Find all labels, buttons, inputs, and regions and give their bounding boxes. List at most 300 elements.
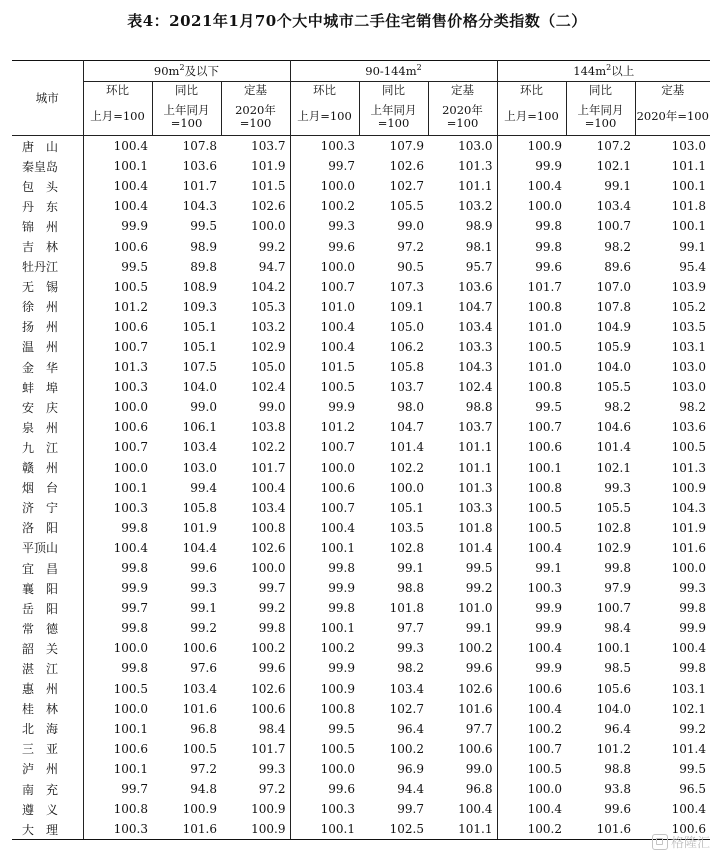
index-value: 99.3 [679, 581, 706, 596]
index-value: 99.5 [428, 558, 497, 578]
index-value: 98.8 [604, 761, 631, 776]
index-value: 96.9 [397, 761, 424, 776]
index-value: 99.9 [679, 621, 706, 636]
index-value: 100.8 [527, 380, 562, 395]
index-value: 104.6 [596, 420, 631, 435]
index-value: 101.9 [221, 156, 290, 176]
index-value: 100.6 [527, 681, 562, 696]
index-value: 94.7 [221, 257, 290, 277]
index-value: 94.8 [190, 782, 217, 797]
table-row [12, 397, 710, 417]
index-value: 100.4 [320, 319, 355, 334]
index-value: 100.0 [320, 179, 355, 194]
index-value: 100.4 [428, 799, 497, 819]
index-value: 99.9 [535, 159, 562, 174]
city-name: 锦 州 [12, 216, 83, 236]
index-value: 100.7 [527, 741, 562, 756]
index-value: 101.6 [182, 701, 217, 716]
index-value: 101.3 [113, 360, 148, 375]
index-value: 96.4 [604, 721, 631, 736]
index-value: 103.4 [182, 681, 217, 696]
index-value: 99.5 [679, 761, 706, 776]
table-row [12, 799, 710, 819]
index-value: 100.4 [527, 540, 562, 555]
index-value: 103.5 [389, 520, 424, 535]
index-value: 103.7 [221, 136, 290, 157]
index-value: 100.1 [671, 219, 706, 234]
index-value: 98.2 [397, 661, 424, 676]
index-value: 101.4 [428, 538, 497, 558]
index-value: 97.7 [397, 621, 424, 636]
index-value: 100.6 [113, 239, 148, 254]
watermark: 格隆汇 [652, 832, 710, 851]
index-value: 103.0 [671, 360, 706, 375]
index-value: 100.2 [221, 638, 290, 658]
group-header-large: $144m^2$以上 [497, 61, 710, 82]
index-value: 99.1 [679, 239, 706, 254]
base-label: 2020年=100 [428, 98, 497, 136]
index-value: 103.0 [671, 139, 706, 154]
subheader-yoy: 同比 [359, 82, 428, 99]
index-value: 99.8 [535, 239, 562, 254]
index-value: 102.4 [221, 377, 290, 397]
index-value: 99.9 [535, 601, 562, 616]
index-value: 103.3 [428, 337, 497, 357]
index-value: 101.8 [428, 518, 497, 538]
index-value: 102.1 [596, 159, 631, 174]
subheader-row [12, 82, 710, 99]
table-row [12, 257, 710, 277]
index-value: 105.2 [671, 299, 706, 314]
base-label: 2020年=100 [635, 98, 710, 136]
index-value: 100.3 [320, 802, 355, 817]
index-value: 99.5 [535, 400, 562, 415]
table-row [12, 638, 710, 658]
index-value: 100.4 [320, 339, 355, 354]
index-value: 99.0 [428, 759, 497, 779]
index-value: 98.0 [397, 400, 424, 415]
index-value: 102.4 [428, 377, 497, 397]
index-value: 100.6 [527, 440, 562, 455]
index-value: 97.2 [221, 779, 290, 799]
index-value: 107.0 [596, 279, 631, 294]
index-value: 100.5 [527, 761, 562, 776]
index-value: 99.2 [428, 578, 497, 598]
group-header-small: $90m^2$及以下 [83, 61, 290, 82]
table-body [12, 136, 710, 840]
index-value: 99.7 [221, 578, 290, 598]
index-value: 104.3 [671, 500, 706, 515]
index-value: 102.8 [389, 540, 424, 555]
index-value: 107.9 [389, 139, 424, 154]
index-value: 105.9 [596, 339, 631, 354]
city-name: 南 充 [12, 779, 83, 799]
index-value: 101.9 [182, 520, 217, 535]
index-value: 99.7 [121, 782, 148, 797]
index-value: 99.2 [679, 721, 706, 736]
index-value: 101.7 [221, 739, 290, 759]
subheader-base: 定基 [661, 82, 685, 97]
index-value: 103.9 [671, 279, 706, 294]
index-value: 101.0 [527, 360, 562, 375]
city-name: 岳 阳 [12, 598, 83, 618]
index-value: 99.9 [328, 400, 355, 415]
index-value: 105.3 [221, 297, 290, 317]
index-value: 99.9 [121, 581, 148, 596]
index-value: 98.9 [428, 216, 497, 236]
city-name: 宜 昌 [12, 558, 83, 578]
index-value: 103.0 [671, 380, 706, 395]
index-value: 100.1 [113, 721, 148, 736]
index-value: 100.0 [527, 782, 562, 797]
index-value: 100.1 [320, 621, 355, 636]
table-row [12, 236, 710, 256]
index-value: 99.8 [221, 618, 290, 638]
index-value: 100.9 [221, 819, 290, 840]
table-row [12, 478, 710, 498]
city-name: 无 锡 [12, 277, 83, 297]
index-value: 100.8 [527, 480, 562, 495]
index-value: 94.4 [397, 782, 424, 797]
index-value: 104.3 [182, 199, 217, 214]
index-value: 101.3 [428, 156, 497, 176]
index-value: 89.6 [604, 259, 631, 274]
index-value: 100.4 [113, 179, 148, 194]
index-value: 97.2 [190, 761, 217, 776]
index-value: 105.6 [596, 681, 631, 696]
index-value: 99.0 [397, 219, 424, 234]
index-value: 103.6 [428, 277, 497, 297]
index-value: 101.4 [389, 440, 424, 455]
index-value: 101.0 [527, 319, 562, 334]
table-row [12, 699, 710, 719]
index-value: 100.4 [671, 802, 706, 817]
index-value: 100.5 [527, 500, 562, 515]
index-value: 99.6 [221, 658, 290, 678]
index-value: 100.4 [671, 641, 706, 656]
city-name: 湛 江 [12, 658, 83, 678]
index-value: 106.1 [182, 420, 217, 435]
index-value: 101.2 [320, 420, 355, 435]
table-row [12, 739, 710, 759]
index-value: 103.2 [221, 317, 290, 337]
index-value: 99.3 [328, 219, 355, 234]
city-name: 韶 关 [12, 638, 83, 658]
index-value: 102.1 [671, 701, 706, 716]
index-value: 99.6 [535, 259, 562, 274]
index-value: 101.5 [221, 176, 290, 196]
city-name: 平顶山 [12, 538, 83, 558]
table-row [12, 779, 710, 799]
index-value: 103.7 [428, 417, 497, 437]
index-value: 101.4 [596, 440, 631, 455]
index-value: 100.4 [113, 540, 148, 555]
index-value: 105.5 [596, 380, 631, 395]
index-value: 103.1 [671, 339, 706, 354]
index-value: 100.7 [113, 339, 148, 354]
index-value: 99.5 [328, 721, 355, 736]
index-value: 100.5 [527, 339, 562, 354]
index-value: 98.8 [397, 581, 424, 596]
index-value: 100.0 [389, 480, 424, 495]
index-value: 100.1 [113, 159, 148, 174]
index-value: 105.5 [389, 199, 424, 214]
index-value: 100.1 [290, 819, 359, 840]
index-value: 89.8 [190, 259, 217, 274]
index-value: 102.6 [428, 679, 497, 699]
table-row [12, 578, 710, 598]
index-value: 103.6 [671, 420, 706, 435]
index-value: 100.4 [527, 179, 562, 194]
city-name: 九 江 [12, 437, 83, 457]
index-value: 102.6 [221, 538, 290, 558]
index-value: 100.2 [320, 641, 355, 656]
city-name: 大 理 [12, 819, 83, 840]
index-value: 98.4 [604, 621, 631, 636]
city-name: 牡丹江 [12, 257, 83, 277]
index-value: 100.8 [320, 701, 355, 716]
index-value: 100.2 [320, 199, 355, 214]
subheader-base: 定基 [428, 82, 497, 99]
city-name: 蚌 埠 [12, 377, 83, 397]
index-value: 99.0 [221, 397, 290, 417]
city-name: 泉 州 [12, 417, 83, 437]
index-value: 100.5 [320, 741, 355, 756]
index-value: 104.0 [596, 360, 631, 375]
city-name: 秦皇岛 [12, 156, 83, 176]
city-name: 温 州 [12, 337, 83, 357]
index-value: 101.0 [428, 598, 497, 618]
index-value: 100.3 [527, 581, 562, 596]
city-name: 桂 林 [12, 699, 83, 719]
index-value: 100.3 [113, 500, 148, 515]
index-value: 100.7 [527, 420, 562, 435]
city-name: 徐 州 [12, 297, 83, 317]
index-value: 100.6 [428, 739, 497, 759]
index-value: 97.7 [428, 719, 497, 739]
subheader-yoy: 同比 [566, 82, 635, 99]
index-value: 96.4 [397, 721, 424, 736]
index-value: 104.2 [221, 277, 290, 297]
index-value: 99.8 [121, 661, 148, 676]
index-value: 100.8 [527, 299, 562, 314]
index-value: 100.4 [527, 802, 562, 817]
index-value: 102.2 [389, 460, 424, 475]
city-name: 赣 州 [12, 458, 83, 478]
index-value: 96.8 [190, 721, 217, 736]
index-value: 105.8 [182, 500, 217, 515]
index-value: 101.0 [320, 299, 355, 314]
index-value: 102.6 [389, 159, 424, 174]
index-value: 103.5 [671, 319, 706, 334]
index-value: 100.6 [113, 319, 148, 334]
index-value: 102.6 [221, 679, 290, 699]
index-value: 99.7 [397, 802, 424, 817]
index-value: 99.6 [328, 782, 355, 797]
index-value: 100.9 [221, 799, 290, 819]
table-row [12, 658, 710, 678]
index-value: 98.1 [428, 236, 497, 256]
index-value: 99.0 [190, 400, 217, 415]
index-value: 100.1 [113, 480, 148, 495]
table-row [12, 196, 710, 216]
index-value: 100.7 [596, 219, 631, 234]
table-row [12, 297, 710, 317]
index-value: 105.5 [596, 500, 631, 515]
watermark-logo-icon [652, 834, 668, 850]
index-value: 99.8 [121, 621, 148, 636]
city-header: 城市 [12, 61, 83, 136]
index-value: 100.0 [113, 641, 148, 656]
base-label: 上月=100 [290, 98, 359, 136]
price-index-table [12, 60, 710, 840]
index-value: 99.8 [604, 561, 631, 576]
index-value: 99.6 [190, 561, 217, 576]
index-value: 107.3 [389, 279, 424, 294]
city-name: 洛 阳 [12, 518, 83, 538]
index-value: 99.9 [328, 661, 355, 676]
index-value: 105.0 [389, 319, 424, 334]
table-row [12, 357, 710, 377]
index-value: 102.1 [596, 460, 631, 475]
index-value: 95.7 [428, 257, 497, 277]
index-value: 100.9 [320, 681, 355, 696]
index-value: 104.3 [428, 357, 497, 377]
table-row [12, 819, 710, 840]
table-row [12, 618, 710, 638]
index-value: 90.5 [397, 259, 424, 274]
index-value: 99.9 [121, 219, 148, 234]
index-value: 107.5 [182, 360, 217, 375]
city-name: 唐 山 [12, 136, 83, 157]
index-value: 101.5 [320, 360, 355, 375]
index-value: 100.7 [113, 440, 148, 455]
base-label: 上月=100 [497, 98, 566, 136]
table-row [12, 558, 710, 578]
subheader-base: 定基 [221, 82, 290, 99]
index-value: 102.9 [221, 337, 290, 357]
index-value: 100.5 [320, 380, 355, 395]
index-value: 99.8 [328, 601, 355, 616]
table-row [12, 317, 710, 337]
index-value: 100.7 [320, 279, 355, 294]
index-value: 103.0 [182, 460, 217, 475]
table-row [12, 277, 710, 297]
index-value: 102.6 [221, 196, 290, 216]
index-value: 101.3 [671, 460, 706, 475]
index-value: 97.6 [190, 661, 217, 676]
index-value: 100.0 [671, 561, 706, 576]
index-value: 99.7 [121, 601, 148, 616]
table-row [12, 679, 710, 699]
city-name: 惠 州 [12, 679, 83, 699]
index-value: 103.4 [389, 681, 424, 696]
index-value: 100.0 [113, 701, 148, 716]
index-value: 98.4 [221, 719, 290, 739]
index-value: 100.1 [527, 460, 562, 475]
table-row [12, 156, 710, 176]
index-value: 100.6 [635, 819, 710, 840]
index-value: 100.1 [320, 540, 355, 555]
index-value: 104.0 [182, 380, 217, 395]
index-value: 100.0 [320, 460, 355, 475]
index-value: 101.7 [527, 279, 562, 294]
index-value: 101.6 [671, 540, 706, 555]
index-value: 100.5 [671, 440, 706, 455]
index-value: 100.8 [113, 802, 148, 817]
index-value: 100.2 [389, 741, 424, 756]
table-row [12, 176, 710, 196]
index-value: 102.9 [596, 540, 631, 555]
index-value: 101.1 [428, 437, 497, 457]
index-value: 108.9 [182, 279, 217, 294]
index-value: 100.1 [671, 179, 706, 194]
index-value: 99.8 [328, 561, 355, 576]
index-value: 103.4 [182, 440, 217, 455]
index-value: 100.2 [527, 721, 562, 736]
table-row [12, 437, 710, 457]
index-value: 101.2 [596, 741, 631, 756]
index-value: 103.3 [428, 498, 497, 518]
index-value: 101.6 [428, 699, 497, 719]
table-row [12, 719, 710, 739]
index-value: 101.9 [671, 520, 706, 535]
index-value: 107.2 [596, 139, 631, 154]
base-label: 上年同月=100 [152, 98, 221, 136]
index-value: 109.1 [389, 299, 424, 314]
table-row [12, 598, 710, 618]
index-value: 105.0 [221, 357, 290, 377]
table-row [12, 498, 710, 518]
index-value: 98.8 [428, 397, 497, 417]
subheader-mom: 环比 [290, 82, 359, 99]
table-row [12, 136, 710, 157]
index-value: 105.8 [389, 360, 424, 375]
index-value: 100.3 [113, 380, 148, 395]
index-value: 99.1 [535, 561, 562, 576]
index-value: 100.9 [671, 480, 706, 495]
index-value: 103.4 [428, 317, 497, 337]
index-value: 100.9 [527, 139, 562, 154]
index-value: 99.2 [221, 598, 290, 618]
index-value: 101.6 [152, 819, 221, 840]
index-value: 105.1 [389, 500, 424, 515]
table-row [12, 337, 710, 357]
index-value: 99.7 [328, 159, 355, 174]
index-value: 100.0 [320, 761, 355, 776]
index-value: 104.7 [428, 297, 497, 317]
index-value: 100.6 [320, 480, 355, 495]
index-value: 99.9 [328, 581, 355, 596]
index-value: 99.2 [190, 621, 217, 636]
city-name: 襄 阳 [12, 578, 83, 598]
index-value: 98.2 [604, 400, 631, 415]
index-value: 102.7 [389, 701, 424, 716]
index-value: 101.4 [671, 741, 706, 756]
city-name: 济 宁 [12, 498, 83, 518]
index-value: 100.6 [113, 420, 148, 435]
index-value: 101.7 [221, 458, 290, 478]
index-value: 100.5 [113, 279, 148, 294]
index-value: 103.0 [428, 136, 497, 157]
index-value: 100.0 [221, 558, 290, 578]
index-value: 99.1 [604, 179, 631, 194]
index-value: 99.8 [679, 601, 706, 616]
index-value: 104.7 [389, 420, 424, 435]
index-value: 100.3 [83, 819, 152, 840]
base-label: 上月=100 [83, 98, 152, 136]
index-value: 99.8 [535, 219, 562, 234]
